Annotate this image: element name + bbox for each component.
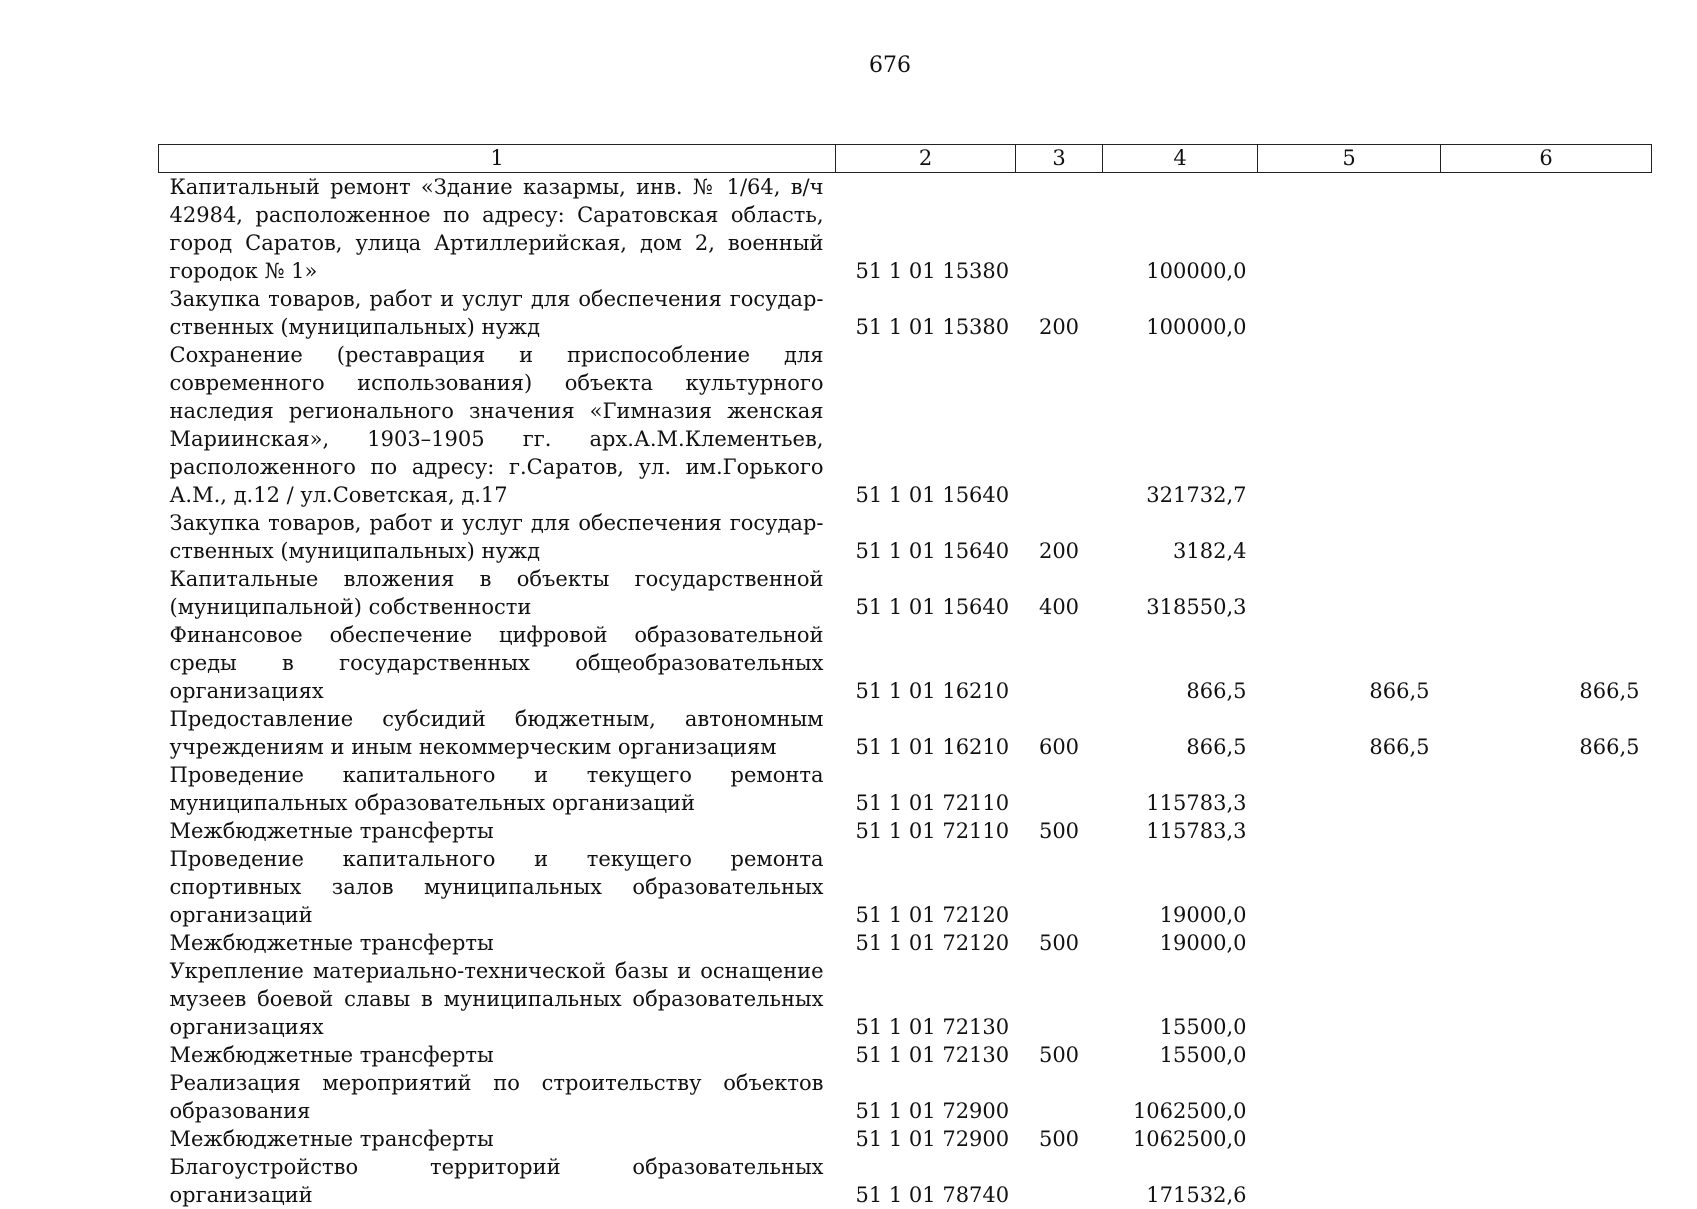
row-name: Реализация мероприятий по строительству объектов образования bbox=[159, 1069, 836, 1125]
row-expense-type: 500 bbox=[1016, 1041, 1103, 1069]
row-value-col4: 1062500,0 bbox=[1103, 1125, 1258, 1153]
table-row bbox=[159, 817, 1652, 845]
row-value-col4: 321732,7 bbox=[1103, 341, 1258, 509]
row-name: Капитальные вложения в объекты государственной (муниципальной) собственности bbox=[159, 565, 836, 621]
row-value-col5 bbox=[1258, 957, 1441, 1041]
row-value-col5 bbox=[1258, 565, 1441, 621]
row-value-col4: 100000,0 bbox=[1103, 173, 1258, 286]
row-value-col6 bbox=[1441, 1153, 1652, 1209]
row-value-col5: 866,5 bbox=[1258, 621, 1441, 705]
page-number: 676 bbox=[0, 54, 1697, 78]
table-row bbox=[159, 285, 1652, 341]
row-value-col6 bbox=[1441, 817, 1652, 845]
row-name: Межбюджетные трансферты bbox=[159, 817, 836, 845]
row-name: Закупка товаров, работ и услуг для обеспечения государственных (муниципальных) нужд bbox=[159, 509, 836, 565]
row-value-col6 bbox=[1441, 285, 1652, 341]
row-expense-type: 600 bbox=[1016, 705, 1103, 761]
row-value-col5 bbox=[1258, 509, 1441, 565]
table-row bbox=[159, 509, 1652, 565]
row-expense-type bbox=[1016, 761, 1103, 817]
row-code: 51 1 01 15380 bbox=[836, 173, 1016, 286]
row-value-col6 bbox=[1441, 1041, 1652, 1069]
row-value-col4: 15500,0 bbox=[1103, 1041, 1258, 1069]
row-value-col5: 866,5 bbox=[1258, 705, 1441, 761]
row-value-col6: 866,5 bbox=[1441, 621, 1652, 705]
row-code: 51 1 01 72110 bbox=[836, 817, 1016, 845]
row-value-col4: 866,5 bbox=[1103, 705, 1258, 761]
row-code: 51 1 01 15380 bbox=[836, 285, 1016, 341]
row-code: 51 1 01 16210 bbox=[836, 621, 1016, 705]
row-value-col4: 171532,6 bbox=[1103, 1153, 1258, 1209]
row-value-col6 bbox=[1441, 761, 1652, 817]
row-expense-type bbox=[1016, 341, 1103, 509]
row-code: 51 1 01 72900 bbox=[836, 1125, 1016, 1153]
header-col-2: 2 bbox=[836, 145, 1016, 173]
table-row bbox=[159, 1069, 1652, 1125]
table-row bbox=[159, 341, 1652, 509]
row-value-col6 bbox=[1441, 1069, 1652, 1125]
row-value-col4: 100000,0 bbox=[1103, 285, 1258, 341]
row-value-col6 bbox=[1441, 565, 1652, 621]
row-value-col5 bbox=[1258, 173, 1441, 286]
row-expense-type: 400 bbox=[1016, 565, 1103, 621]
row-code: 51 1 01 72130 bbox=[836, 1041, 1016, 1069]
row-code: 51 1 01 72110 bbox=[836, 761, 1016, 817]
row-value-col6 bbox=[1441, 509, 1652, 565]
row-value-col5 bbox=[1258, 341, 1441, 509]
row-code: 51 1 01 72120 bbox=[836, 845, 1016, 929]
header-col-3: 3 bbox=[1016, 145, 1103, 173]
row-value-col5 bbox=[1258, 285, 1441, 341]
row-expense-type: 500 bbox=[1016, 817, 1103, 845]
row-code: 51 1 01 15640 bbox=[836, 509, 1016, 565]
row-value-col4: 1062500,0 bbox=[1103, 1069, 1258, 1125]
table-header bbox=[159, 145, 1652, 173]
row-value-col6 bbox=[1441, 845, 1652, 929]
row-expense-type bbox=[1016, 957, 1103, 1041]
table-row bbox=[159, 845, 1652, 929]
row-name: Сохранение (реставрация и приспособление для современного использования) объекта культурного наследия регионального значения «Гимназия женская Мариинская», 1903–1905 гг. арх.А.М.Клементьев, расположенного по адресу: г.Саратов, ул. им.Горького А.М., д.12 / ул.Советская, д.17 bbox=[159, 341, 836, 509]
table-row bbox=[159, 565, 1652, 621]
row-name: Проведение капитального и текущего ремонта спортивных залов муниципальных образовательных организаций bbox=[159, 845, 836, 929]
table-row bbox=[159, 761, 1652, 817]
row-value-col5 bbox=[1258, 929, 1441, 957]
row-value-col4: 866,5 bbox=[1103, 621, 1258, 705]
table-row bbox=[159, 173, 1652, 286]
budget-table bbox=[158, 144, 1652, 1209]
row-expense-type bbox=[1016, 1069, 1103, 1125]
row-value-col4: 19000,0 bbox=[1103, 845, 1258, 929]
row-value-col4: 15500,0 bbox=[1103, 957, 1258, 1041]
row-value-col5 bbox=[1258, 1041, 1441, 1069]
row-name: Финансовое обеспечение цифровой образовательной среды в государственных общеобразовательных организациях bbox=[159, 621, 836, 705]
table-row bbox=[159, 957, 1652, 1041]
header-col-5: 5 bbox=[1258, 145, 1441, 173]
row-code: 51 1 01 78740 bbox=[836, 1153, 1016, 1209]
row-expense-type: 200 bbox=[1016, 509, 1103, 565]
row-value-col4: 3182,4 bbox=[1103, 509, 1258, 565]
row-expense-type: 200 bbox=[1016, 285, 1103, 341]
row-name: Межбюджетные трансферты bbox=[159, 1125, 836, 1153]
table-row bbox=[159, 1041, 1652, 1069]
header-row bbox=[159, 145, 1652, 173]
table-row bbox=[159, 621, 1652, 705]
row-code: 51 1 01 16210 bbox=[836, 705, 1016, 761]
row-code: 51 1 01 72900 bbox=[836, 1069, 1016, 1125]
row-value-col5 bbox=[1258, 761, 1441, 817]
row-name: Укрепление материально-технической базы и оснащение музеев боевой славы в муниципальных образовательных организациях bbox=[159, 957, 836, 1041]
row-value-col4: 115783,3 bbox=[1103, 817, 1258, 845]
row-value-col6 bbox=[1441, 929, 1652, 957]
row-value-col5 bbox=[1258, 1153, 1441, 1209]
row-code: 51 1 01 15640 bbox=[836, 341, 1016, 509]
row-expense-type: 500 bbox=[1016, 929, 1103, 957]
table-body bbox=[159, 173, 1652, 1209]
row-name: Закупка товаров, работ и услуг для обеспечения государственных (муниципальных) нужд bbox=[159, 285, 836, 341]
row-value-col5 bbox=[1258, 1125, 1441, 1153]
row-value-col5 bbox=[1258, 845, 1441, 929]
row-value-col6: 866,5 bbox=[1441, 705, 1652, 761]
row-expense-type: 500 bbox=[1016, 1125, 1103, 1153]
header-col-6: 6 bbox=[1441, 145, 1652, 173]
row-name: Благоустройство территорий образовательных организаций bbox=[159, 1153, 836, 1209]
row-expense-type bbox=[1016, 845, 1103, 929]
table-row bbox=[159, 1125, 1652, 1153]
header-col-4: 4 bbox=[1103, 145, 1258, 173]
row-code: 51 1 01 72130 bbox=[836, 957, 1016, 1041]
row-code: 51 1 01 72120 bbox=[836, 929, 1016, 957]
table-row bbox=[159, 1153, 1652, 1209]
row-name: Межбюджетные трансферты bbox=[159, 929, 836, 957]
row-value-col4: 115783,3 bbox=[1103, 761, 1258, 817]
row-name: Проведение капитального и текущего ремонта муниципальных образовательных организаций bbox=[159, 761, 836, 817]
row-value-col4: 19000,0 bbox=[1103, 929, 1258, 957]
row-expense-type bbox=[1016, 173, 1103, 286]
row-value-col6 bbox=[1441, 173, 1652, 286]
row-value-col6 bbox=[1441, 957, 1652, 1041]
row-name: Капитальный ремонт «Здание казармы, инв. № 1/64, в/ч 42984, расположенное по адресу: Саратовская область, город Саратов, улица Артиллерийская, дом 2, военный городок № 1» bbox=[159, 173, 836, 286]
row-value-col6 bbox=[1441, 1125, 1652, 1153]
row-name: Межбюджетные трансферты bbox=[159, 1041, 836, 1069]
row-value-col6 bbox=[1441, 341, 1652, 509]
table-row bbox=[159, 929, 1652, 957]
row-expense-type bbox=[1016, 621, 1103, 705]
row-name: Предоставление субсидий бюджетным, автономным учреждениям и иным некоммерческим организациям bbox=[159, 705, 836, 761]
row-code: 51 1 01 15640 bbox=[836, 565, 1016, 621]
row-value-col5 bbox=[1258, 817, 1441, 845]
table-row bbox=[159, 705, 1652, 761]
row-value-col4: 318550,3 bbox=[1103, 565, 1258, 621]
row-expense-type bbox=[1016, 1153, 1103, 1209]
header-col-1: 1 bbox=[159, 145, 836, 173]
row-value-col5 bbox=[1258, 1069, 1441, 1125]
